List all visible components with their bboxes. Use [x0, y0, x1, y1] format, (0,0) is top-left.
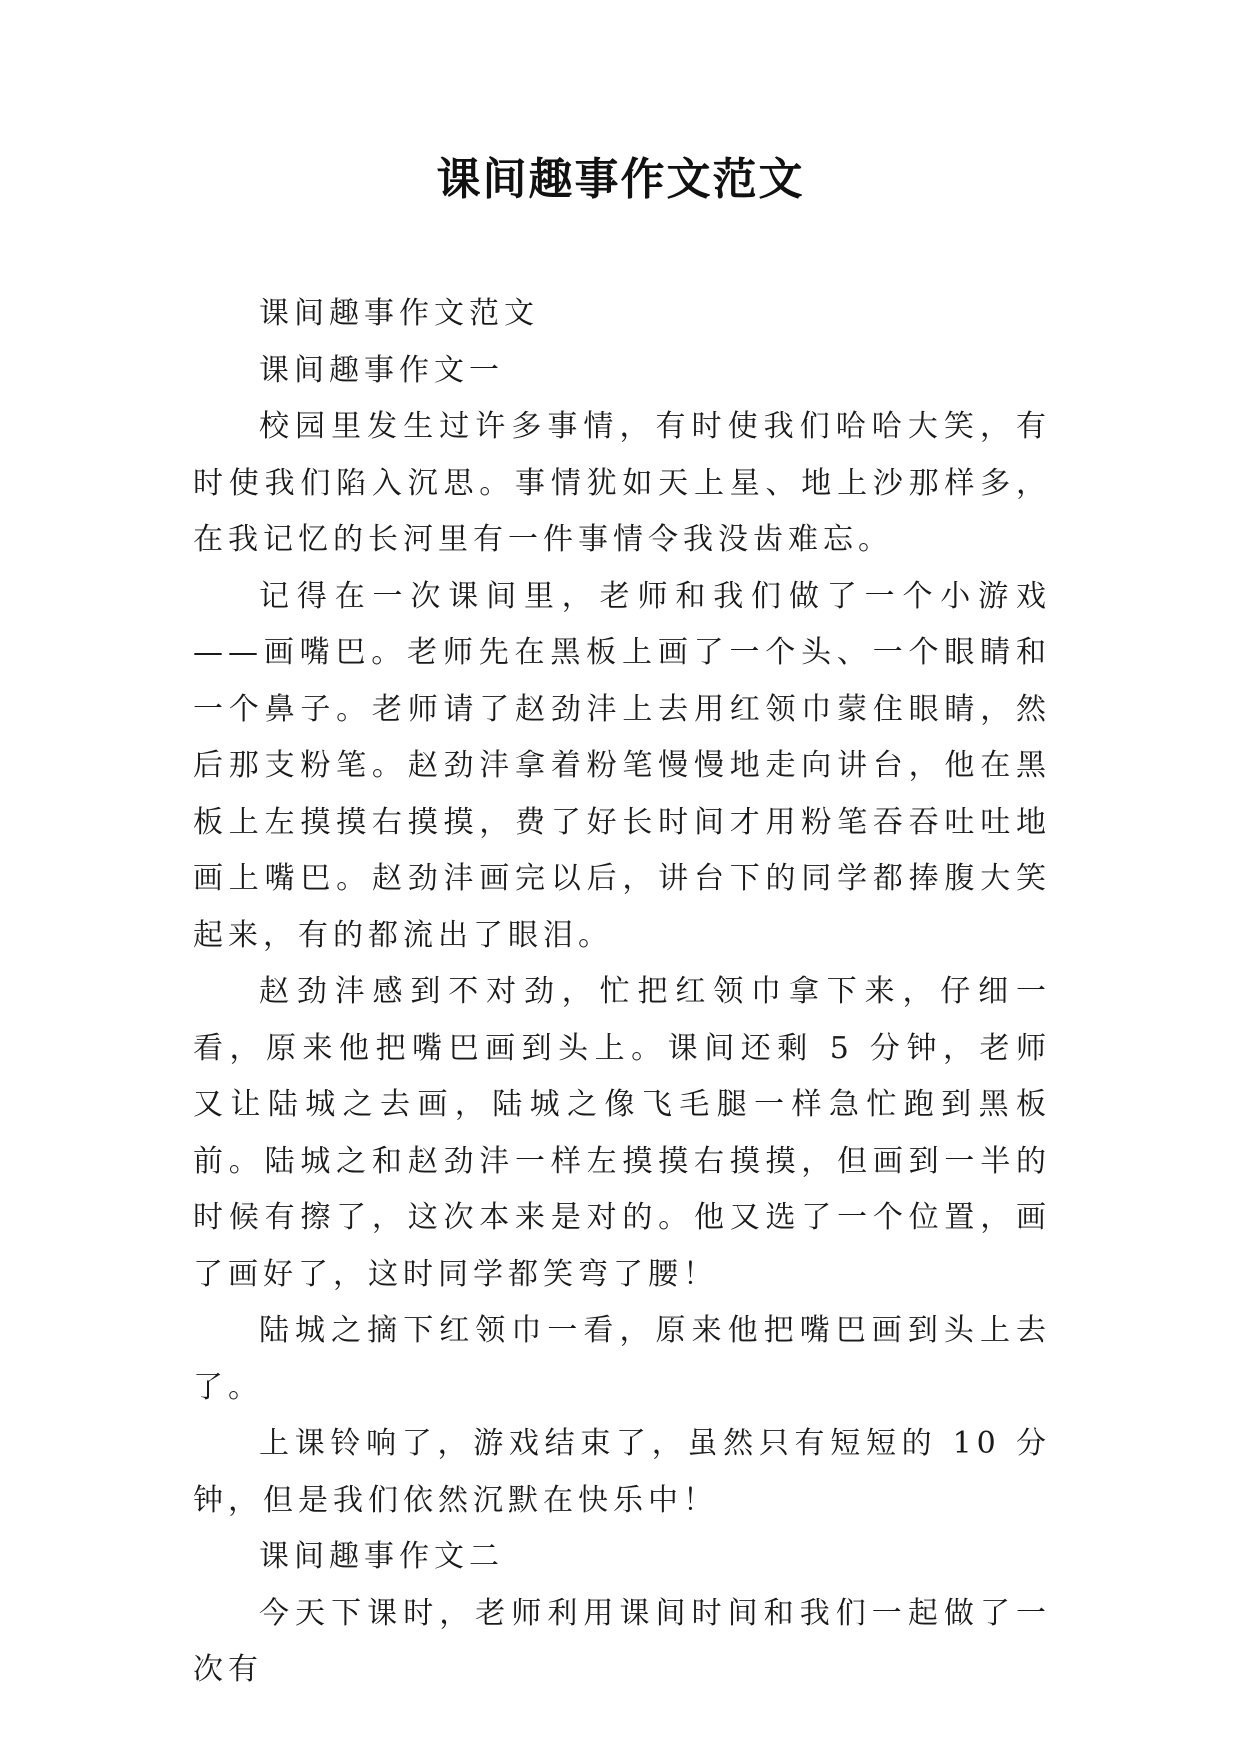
body-paragraph: 课间趣事作文二 — [259, 1539, 504, 1574]
document-body — [193, 286, 1051, 1699]
body-paragraph: 课间趣事作文一 — [259, 352, 504, 388]
body-paragraph: 陆城之摘下红领巾一看，原来他把嘴巴画到头上去了。 — [193, 1313, 1051, 1405]
body-paragraph: 今天下课时，老师利用课间时间和我们一起做了一次有 — [193, 1595, 1051, 1687]
body-paragraph: 课间趣事作文范文 — [259, 296, 539, 331]
document-title: 课间趣事作文范文 — [436, 154, 805, 205]
body-paragraph: 赵劲沣感到不对劲，忙把红领巾拿下来，仔细一看，原来他把嘴巴画到头上。课间还剩 5 分钟，老师又让陆城之去画，陆城之像飞毛腿一样急忙跑到黑板前。陆城之和赵劲沣一样左摸摸右摸摸，但画到一半的时候有擦了，这次本来是对的。他又选了一个位置，画了画好了，这时同学都笑弯了腰！ — [193, 974, 1051, 1292]
body-paragraph: 记得在一次课间里，老师和我们做了一个小游戏——画嘴巴。老师先在黑板上画了一个头、一个眼睛和一个鼻子。老师请了赵劲沣上去用红领巾蒙住眼睛，然后那支粉笔。赵劲沣拿着粉笔慢慢地走向讲台，他在黑板上左摸摸右摸摸，费了好长时间才用粉笔吞吞吐吐地画上嘴巴。赵劲沣画完以后，讲台下的同学都捧腹大笑起来，有的都流出了眼泪。 — [193, 578, 1051, 953]
body-paragraph: 校园里发生过许多事情，有时使我们哈哈大笑，有时使我们陷入沉思。事情犹如天上星、地上沙那样多，在我记忆的长河里有一件事情令我没齿难忘。 — [193, 409, 1051, 557]
body-paragraph: 上课铃响了，游戏结束了，虽然只有短短的 10 分钟，但是我们依然沉默在快乐中！ — [193, 1426, 1051, 1518]
